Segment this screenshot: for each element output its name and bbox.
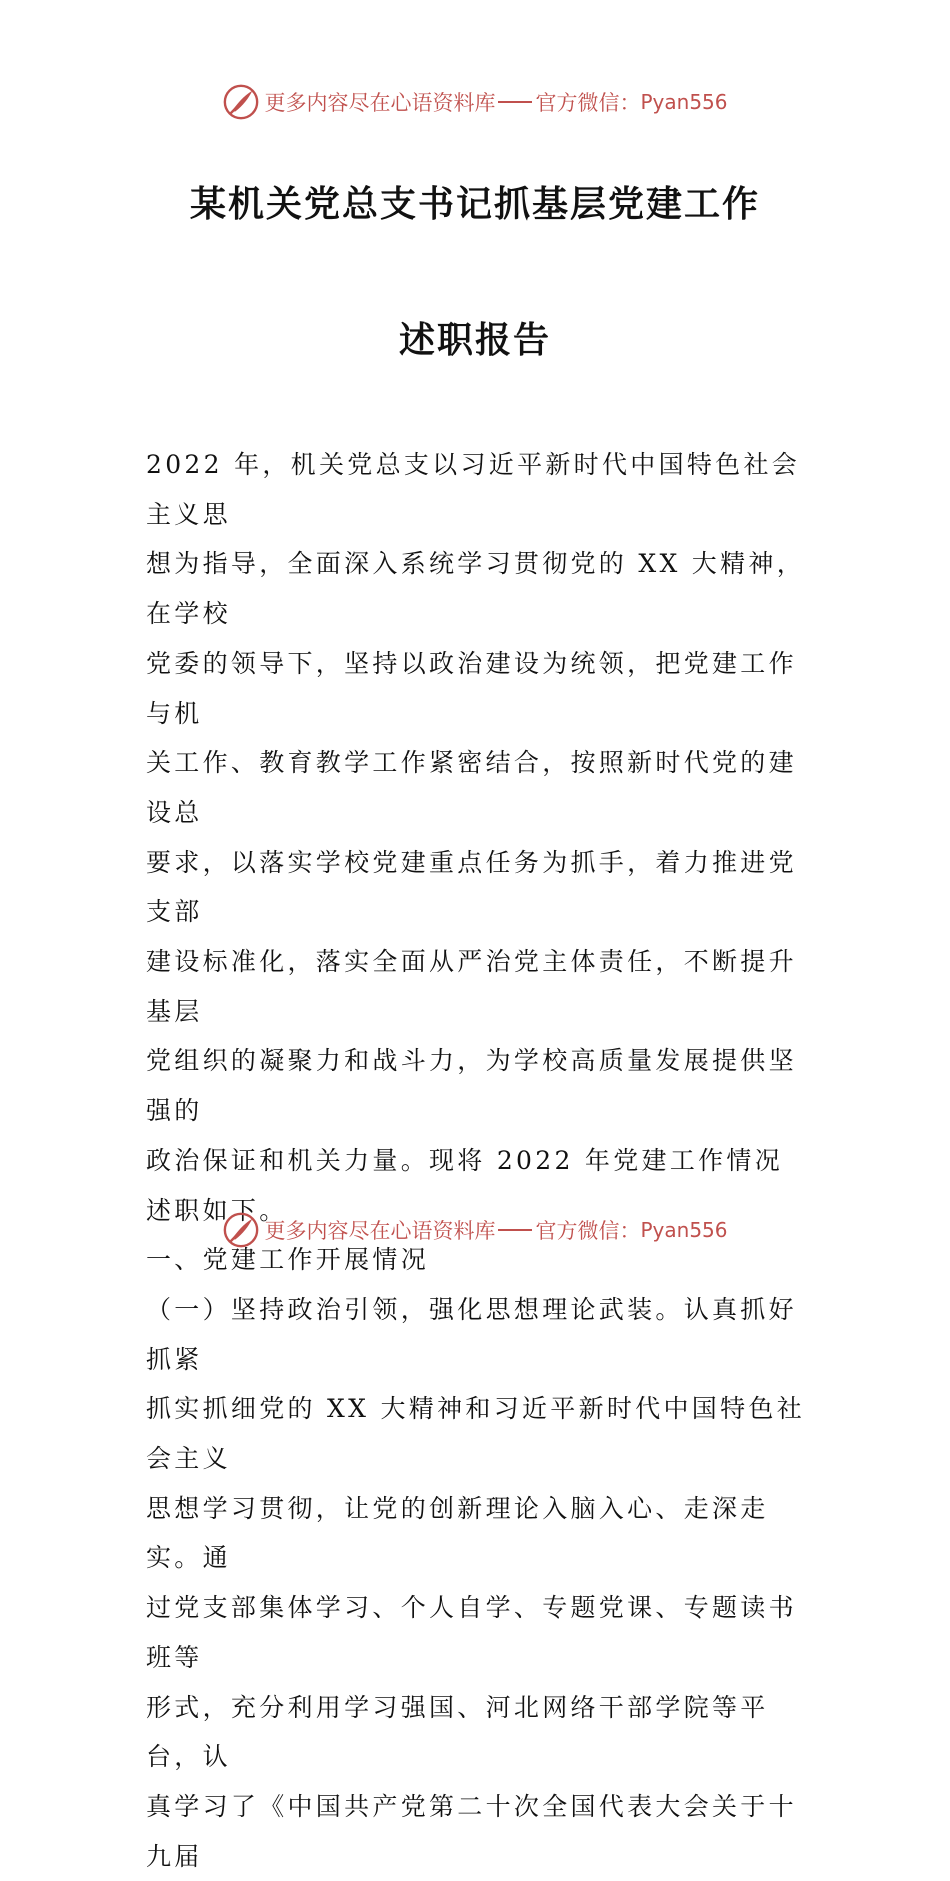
body-line: 建设标准化，落实全面从严治党主体责任，不断提升基层: [146, 947, 797, 1026]
body-line: 党委的领导下，坚持以政治建设为统领，把党建工作与机: [146, 648, 797, 728]
body-line: 要求，以落实学校党建重点任务为抓手，着力推进党支部: [146, 847, 797, 927]
quill-logo-icon: [222, 83, 260, 121]
body-line: 思想学习贯彻，让党的创新理论入脑入心、走深走实。通: [146, 1493, 769, 1573]
watermark-wechat-id: Pyan556: [640, 1218, 728, 1242]
watermark-official: 官方微信：: [535, 1219, 641, 1243]
body-line: 政治保证和机关力量。现将 2022 年党建工作情况述职如下。: [146, 1145, 784, 1225]
document-title-line1: 某机关党总支书记抓基层党建工作: [189, 183, 760, 225]
body-line: 过党支部集体学习、个人自学、专题党课、专题读书班等: [146, 1593, 797, 1672]
section-heading: 一、党建工作开展情况: [146, 1245, 430, 1275]
watermark-official: 官方微信：: [535, 91, 641, 115]
body-line: （一）坚持政治引领，强化思想理论武装。认真抓好抓紧: [146, 1294, 797, 1374]
watermark-banner-top: [0, 80, 950, 124]
document-title-line2: 述职报告: [398, 319, 551, 361]
body-line: 真学习了《中国共产党第二十次全国代表大会关于十九届: [146, 1791, 797, 1871]
body-line: 形式，充分利用学习强国、河北网络干部学院等平台，认: [146, 1692, 769, 1772]
body-line: 想为指导，全面深入系统学习贯彻党的 XX 大精神，在学校: [146, 549, 805, 629]
watermark-separator: [498, 101, 532, 103]
body-line: 党组织的凝聚力和战斗力，为学校高质量发展提供坚强的: [146, 1046, 797, 1126]
watermark-banner-bottom: [0, 1208, 950, 1252]
body-line: 2022 年，机关党总支以习近平新时代中国特色社会主义思: [146, 450, 801, 529]
watermark-separator: [498, 1229, 532, 1231]
quill-logo-icon: [222, 1211, 260, 1249]
document-body: [146, 440, 808, 1881]
body-line: 关工作、教育教学工作紧密结合，按照新时代党的建设总: [146, 748, 797, 827]
body-line: 抓实抓细党的 XX 大精神和习近平新时代中国特色社会主义: [146, 1394, 805, 1474]
watermark-text: 更多内容尽在心语资料库: [264, 91, 496, 115]
watermark-text: 更多内容尽在心语资料库: [264, 1219, 496, 1243]
watermark-wechat-id: Pyan556: [640, 90, 728, 114]
